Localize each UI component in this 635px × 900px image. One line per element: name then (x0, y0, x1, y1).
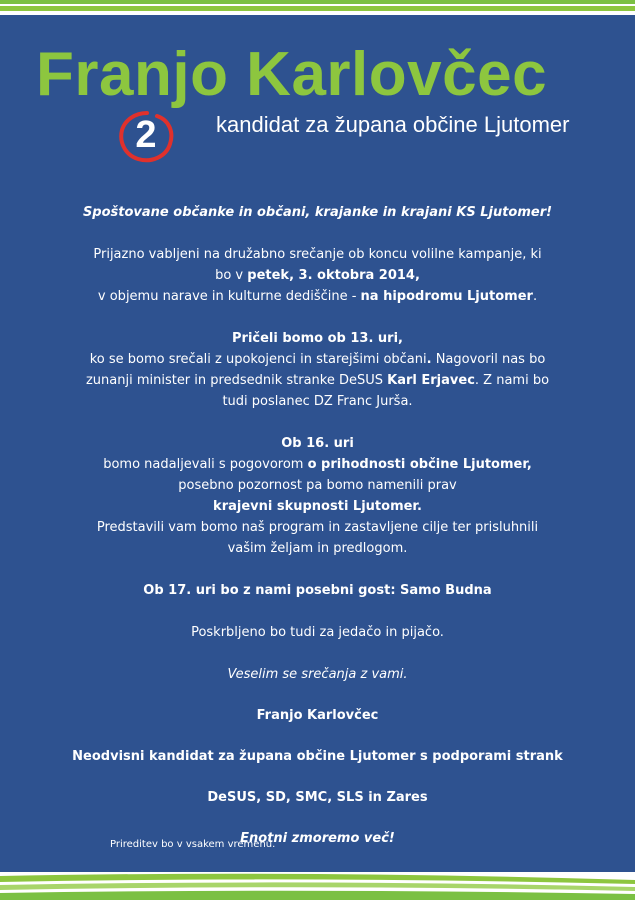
text-run: . (426, 352, 432, 367)
event-date: petek, 3. oktobra 2014, (247, 268, 420, 283)
schedule-heading: Ob 16. uri (281, 436, 354, 451)
paragraph-line (60, 454, 575, 475)
bottom-wave-decoration (0, 872, 635, 900)
paragraph-line (60, 286, 575, 307)
slogan: Enotni zmoremo več! (240, 831, 395, 846)
paragraph-line (60, 370, 575, 391)
paragraph-line: Prijazno vabljeni na družabno srečanje ob koncu volilne kampanje, ki (93, 247, 542, 262)
paragraph-line: krajevni skupnosti Ljutomer. (213, 499, 422, 514)
paragraph-line (60, 265, 575, 286)
text-run: bo v (215, 268, 248, 283)
candidate-description: Neodvisni kandidat za župana občine Ljutomer s podporami strank (72, 749, 563, 764)
text-run: . (532, 289, 538, 304)
text-run: . Z nami bo (474, 373, 550, 388)
supporting-parties: DeSUS, SD, SMC, SLS in Zares (207, 790, 428, 805)
schedule-heading: Pričeli bomo ob 13. uri, (232, 331, 403, 346)
candidate-name-heading: Franjo Karlovčec (36, 40, 548, 109)
event-location: na hipodromu Ljutomer (360, 289, 533, 304)
candidate-number: 2 (135, 114, 157, 156)
paragraph-line: posebno pozornost pa bomo namenili prav (178, 478, 457, 493)
signature: Franjo Karlovčec (256, 708, 379, 723)
candidate-tagline: kandidat za župana občine Ljutomer (216, 112, 570, 137)
weather-note: Prireditev bo v vsakem vremenu. (110, 839, 276, 850)
special-guest-line: Ob 17. uri bo z nami posebni gost: Samo Budna (143, 583, 492, 598)
text-run: Nagovoril nas bo (431, 352, 546, 367)
invitation-body (60, 202, 575, 849)
paragraph-line: tudi poslanec DZ Franc Jurša. (222, 394, 413, 409)
text-run: zunanji minister in predsednik stranke DeSUS (85, 373, 388, 388)
paragraph-line (60, 349, 575, 370)
text-run: bomo nadaljevali s pogovorom (103, 457, 308, 472)
paragraph-line: Predstavili vam bomo naš program in zastavljene cilje ter prisluhnili (96, 520, 539, 535)
text-run: ko se bomo srečali z upokojenci in starejšimi občani (89, 352, 427, 367)
text-run: o prihodnosti občine Ljutomer, (307, 457, 532, 472)
text-run: v objemu narave in kulturne dediščine - (97, 289, 361, 304)
refreshments-line: Poskrbljeno bo tudi za jedačo in pijačo. (191, 625, 444, 640)
wave-graphic (0, 872, 635, 900)
closing-line: Veselim se srečanja z vami. (227, 667, 408, 682)
greeting: Spoštovane občanke in občani, krajanke in krajani KS Ljutomer! (82, 205, 553, 220)
candidate-number-badge (117, 110, 175, 164)
paragraph-line: vašim željam in predlogom. (227, 541, 408, 556)
speaker-name: Karl Erjavec (387, 373, 475, 388)
